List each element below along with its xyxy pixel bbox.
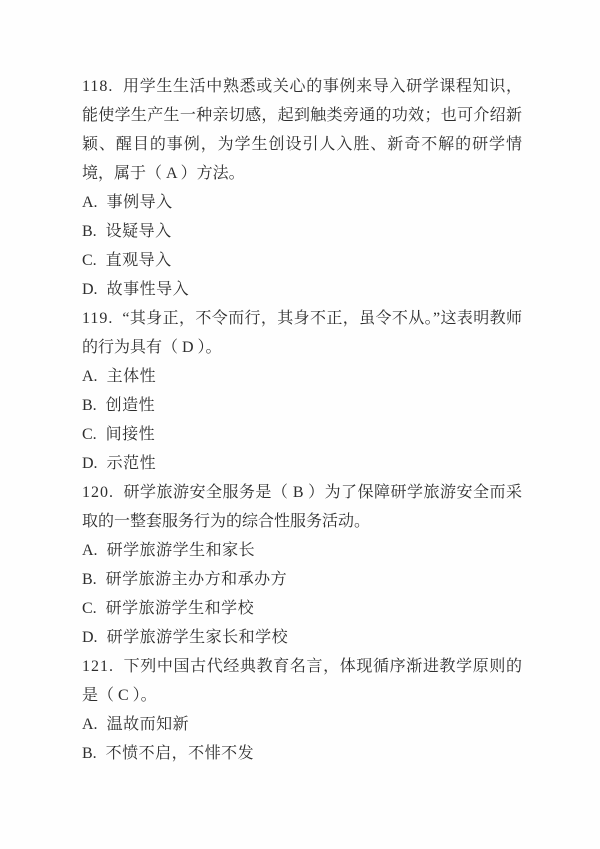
question-stem-text: 研学旅游安全服务是（ B ）为了保障研学旅游安全而采取的一整套服务行为的综合性服务活动。 bbox=[82, 484, 522, 530]
question-number: 120. bbox=[82, 484, 114, 501]
page-text-content bbox=[82, 72, 522, 768]
question-options bbox=[82, 710, 522, 768]
option-row bbox=[82, 217, 522, 246]
option-label: B. bbox=[82, 223, 97, 240]
option-label: A. bbox=[82, 542, 98, 559]
question-119 bbox=[82, 304, 522, 478]
option-text: 设疑导入 bbox=[105, 223, 172, 240]
option-label: D. bbox=[82, 281, 98, 298]
option-label: A. bbox=[82, 716, 98, 733]
option-label: A. bbox=[82, 194, 98, 211]
option-text: 直观导入 bbox=[105, 252, 172, 269]
option-row bbox=[82, 275, 522, 304]
question-number: 119. bbox=[82, 310, 114, 327]
option-row bbox=[82, 391, 522, 420]
option-row bbox=[82, 739, 522, 768]
option-row bbox=[82, 420, 522, 449]
question-options bbox=[82, 362, 522, 478]
question-120 bbox=[82, 478, 522, 652]
option-text: 创造性 bbox=[105, 397, 156, 414]
option-text: 温故而知新 bbox=[106, 716, 190, 733]
option-row bbox=[82, 565, 522, 594]
question-stem bbox=[82, 478, 522, 536]
option-text: 研学旅游学生和学校 bbox=[105, 600, 255, 617]
option-row bbox=[82, 188, 522, 217]
question-stem-text: 用学生生活中熟悉或关心的事例来导入研学课程知识，能使学生产生一种亲切感，起到触类旁通的功效；也可介绍新颖、醒目的事例，为学生创设引人入胜、新奇不解的研学情境，属于（ A ）方法。 bbox=[82, 78, 522, 182]
question-stem bbox=[82, 72, 522, 188]
question-stem-text: “其身正，不令而行，其身不正，虽令不从。”这表明教师的行为具有（ D ）。 bbox=[82, 310, 522, 356]
question-118 bbox=[82, 72, 522, 304]
option-row bbox=[82, 623, 522, 652]
option-text: 研学旅游主办方和承办方 bbox=[105, 571, 288, 588]
option-label: B. bbox=[82, 397, 97, 414]
question-stem bbox=[82, 652, 522, 710]
option-text: 研学旅游学生家长和学校 bbox=[106, 629, 289, 646]
option-label: A. bbox=[82, 368, 98, 385]
option-text: 不愤不启，不悱不发 bbox=[105, 745, 255, 762]
option-row bbox=[82, 246, 522, 275]
question-121 bbox=[82, 652, 522, 768]
option-text: 故事性导入 bbox=[106, 281, 190, 298]
option-row bbox=[82, 449, 522, 478]
question-stem-text: 下列中国古代经典教育名言，体现循序渐进教学原则的是（ C ）。 bbox=[82, 658, 522, 704]
option-text: 间接性 bbox=[105, 426, 156, 443]
option-row bbox=[82, 362, 522, 391]
option-text: 事例导入 bbox=[106, 194, 173, 211]
option-label: D. bbox=[82, 629, 98, 646]
option-label: C. bbox=[82, 252, 97, 269]
option-label: C. bbox=[82, 600, 97, 617]
question-number: 121. bbox=[82, 658, 114, 675]
option-label: B. bbox=[82, 571, 97, 588]
option-row bbox=[82, 536, 522, 565]
question-options bbox=[82, 536, 522, 652]
option-label: D. bbox=[82, 455, 98, 472]
option-text: 研学旅游学生和家长 bbox=[106, 542, 256, 559]
option-label: B. bbox=[82, 745, 97, 762]
option-text: 示范性 bbox=[106, 455, 157, 472]
option-text: 主体性 bbox=[106, 368, 157, 385]
option-label: C. bbox=[82, 426, 97, 443]
option-row bbox=[82, 594, 522, 623]
option-row bbox=[82, 710, 522, 739]
question-stem bbox=[82, 304, 522, 362]
question-number: 118. bbox=[82, 78, 114, 95]
question-options bbox=[82, 188, 522, 304]
